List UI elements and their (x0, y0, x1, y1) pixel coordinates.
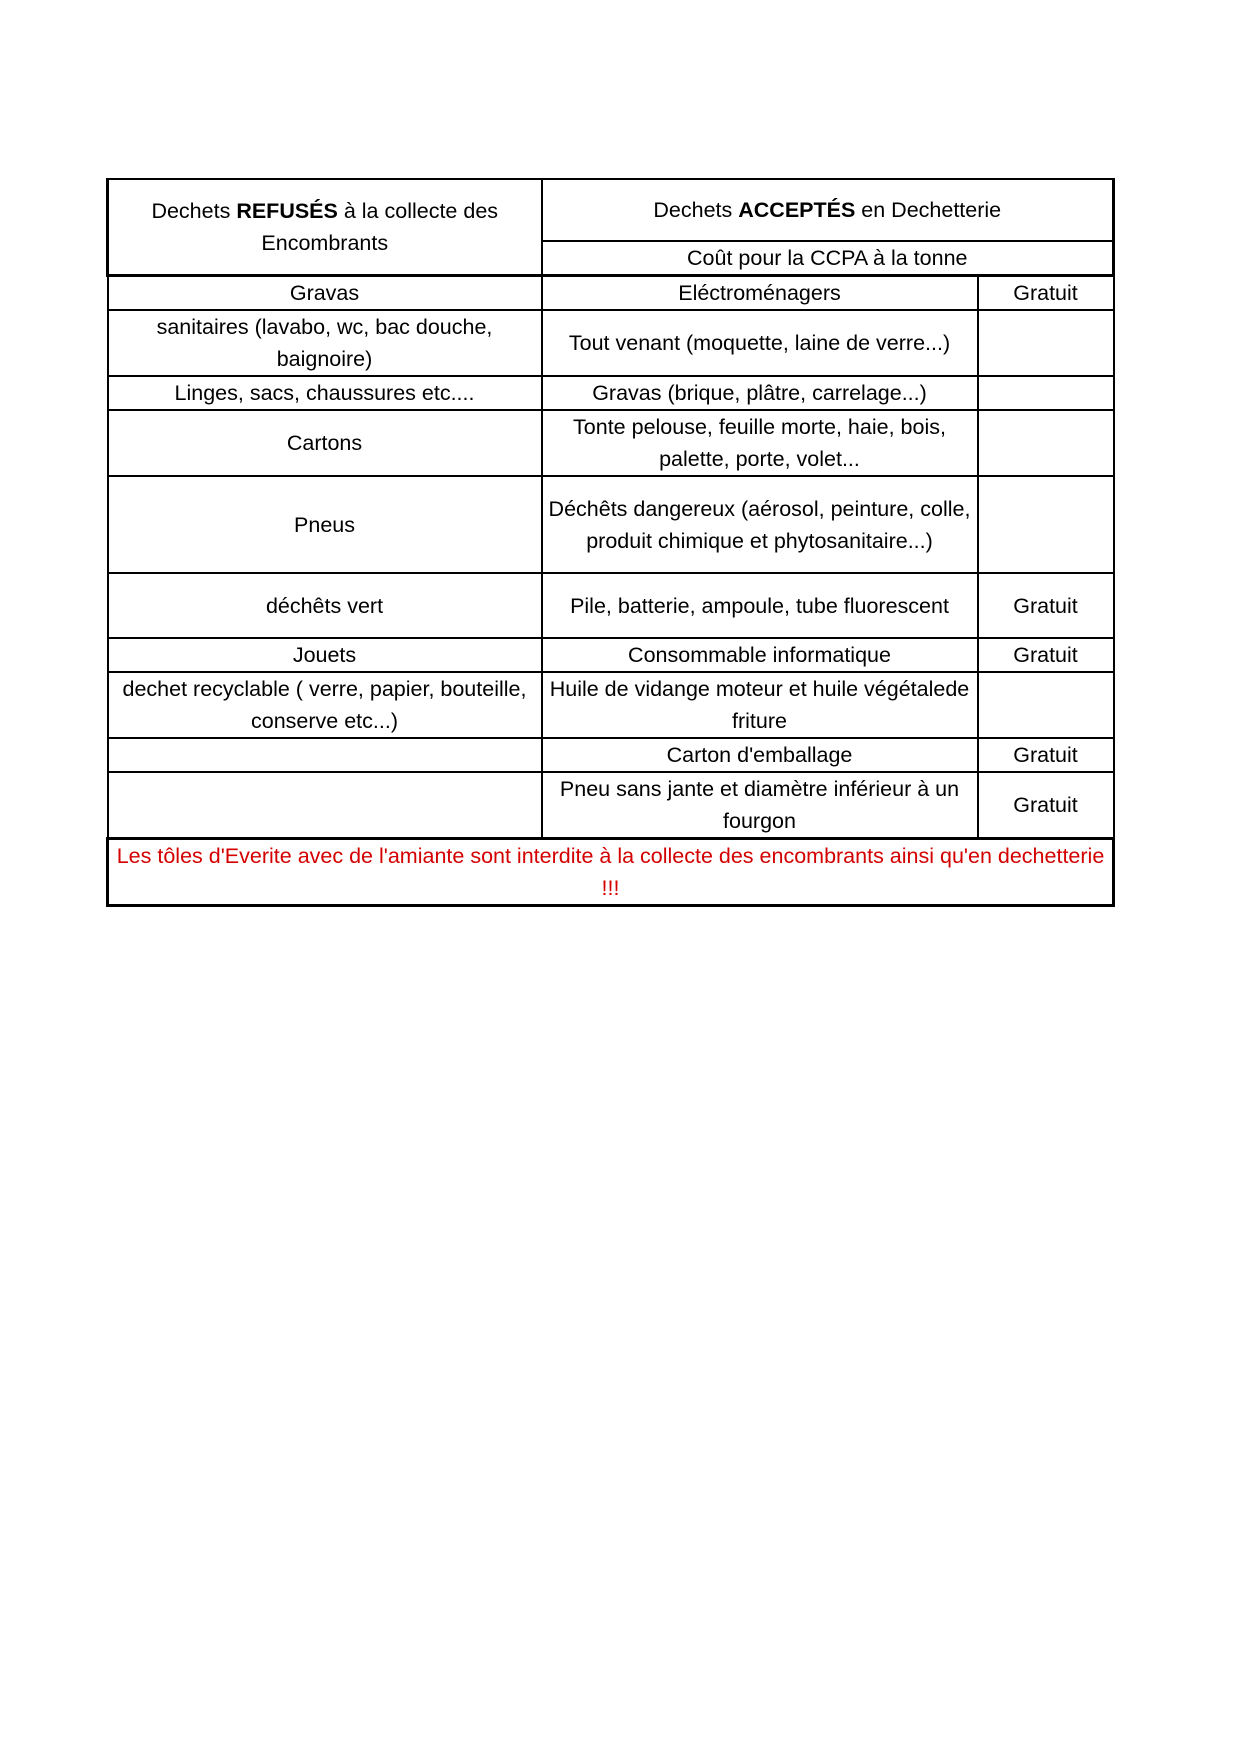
refused-header: Dechets REFUSÉS à la collecte des Encombrants (108, 179, 542, 276)
refused-cell (108, 772, 542, 839)
refused-cell: déchêts vert (108, 573, 542, 638)
table-row (108, 310, 1114, 376)
table-row (108, 476, 1114, 573)
cost-cell: Gratuit (978, 276, 1114, 311)
refused-cell: dechet recyclable ( verre, papier, bouteille, conserve etc...) (108, 672, 542, 738)
table-row (108, 410, 1114, 476)
asbestos-warning: Les tôles d'Everite avec de l'amiante sont interdite à la collecte des encombrants ainsi qu'en dechetterie !!! (108, 839, 1114, 906)
accepted-cell: Pile, batterie, ampoule, tube fluorescent (542, 573, 978, 638)
accepted-cell: Tonte pelouse, feuille morte, haie, bois, palette, porte, volet... (542, 410, 978, 476)
refused-cell: sanitaires (lavabo, wc, bac douche, baignoire) (108, 310, 542, 376)
cost-cell (978, 410, 1114, 476)
refused-cell: Linges, sacs, chaussures etc.... (108, 376, 542, 410)
accepted-cell: Tout venant (moquette, laine de verre...) (542, 310, 978, 376)
accepted-cell: Gravas (brique, plâtre, carrelage...) (542, 376, 978, 410)
cost-cell (978, 672, 1114, 738)
cost-cell: Gratuit (978, 772, 1114, 839)
table-row (108, 638, 1114, 672)
accepted-header: Dechets ACCEPTÉS en Dechetterie (542, 179, 1114, 241)
cost-cell (978, 310, 1114, 376)
table-row (108, 772, 1114, 839)
cost-cell: Gratuit (978, 738, 1114, 772)
accepted-cell: Carton d'emballage (542, 738, 978, 772)
cost-cell: Gratuit (978, 638, 1114, 672)
refused-cell: Cartons (108, 410, 542, 476)
table-row (108, 573, 1114, 638)
cost-cell (978, 476, 1114, 573)
accepted-cell: Déchêts dangereux (aérosol, peinture, colle, produit chimique et phytosanitaire...) (542, 476, 978, 573)
refused-cell: Jouets (108, 638, 542, 672)
accepted-cell: Eléctroménagers (542, 276, 978, 311)
table-row (108, 672, 1114, 738)
table-row (108, 738, 1114, 772)
refused-cell: Pneus (108, 476, 542, 573)
cost-cell (978, 376, 1114, 410)
refused-cell: Gravas (108, 276, 542, 311)
cost-header: Coût pour la CCPA à la tonne (542, 241, 1114, 276)
table-row (108, 376, 1114, 410)
waste-table (106, 178, 1115, 907)
accepted-cell: Pneu sans jante et diamètre inférieur à un fourgon (542, 772, 978, 839)
accepted-keyword: ACCEPTÉS (738, 198, 856, 222)
accepted-cell: Consommable informatique (542, 638, 978, 672)
refused-keyword: REFUSÉS (236, 199, 338, 223)
refused-cell (108, 738, 542, 772)
accepted-cell: Huile de vidange moteur et huile végétalede friture (542, 672, 978, 738)
table-row (108, 276, 1114, 311)
cost-cell: Gratuit (978, 573, 1114, 638)
